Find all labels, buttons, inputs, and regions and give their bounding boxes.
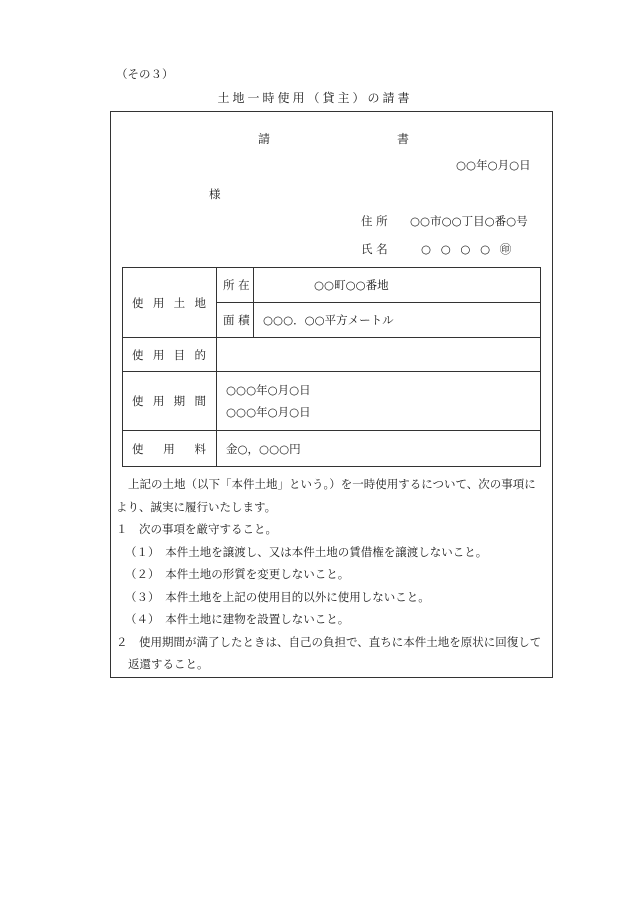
- area-label: 面 積: [217, 303, 254, 338]
- period-value-cell: [217, 372, 541, 431]
- terms-item-1: １ 次の事項を厳守すること。: [116, 522, 277, 536]
- period-start: ○○○年○月○日: [226, 383, 311, 397]
- fee-label: 使 用 料: [132, 441, 206, 456]
- land-label: 使 用 土 地: [132, 295, 206, 310]
- name-value: ○ ○ ○ ○ ㊞: [421, 242, 512, 256]
- land-use-table: [122, 267, 541, 467]
- form-heading-right: 書: [397, 132, 410, 146]
- terms-item-2-line2: 返還すること。: [128, 657, 209, 671]
- terms-sub-3: （３） 本件土地を上記の使用目的以外に使用しないこと。: [125, 590, 430, 604]
- document-number: （その３）: [116, 67, 174, 81]
- document-title: 土地一時使用（貸主）の請書: [217, 91, 413, 105]
- period-label: 使 用 期 間: [132, 394, 206, 408]
- form-date: ○○年○月○日: [456, 158, 531, 172]
- fee-value: 金○，○○○円: [217, 431, 541, 467]
- terms-sub-2: （２） 本件土地の形質を変更しないこと。: [125, 567, 350, 581]
- terms-sub-4: （４） 本件土地に建物を設置しないこと。: [125, 612, 350, 626]
- terms-intro-line2: より、誠実に履行いたします。: [116, 500, 277, 514]
- terms-item-2-line1: ２ 使用期間が満了したときは、自己の負担で、直ちに本件土地を原状に回復して: [116, 635, 542, 649]
- location-label: 所 在: [217, 268, 254, 303]
- addressee-suffix: 様: [209, 187, 221, 201]
- purpose-value: [217, 338, 541, 372]
- purpose-label: 使 用 目 的: [132, 347, 206, 362]
- purpose-label-cell: [123, 338, 217, 372]
- name-label: 氏 名: [361, 242, 388, 256]
- period-end: ○○○年○月○日: [226, 405, 311, 419]
- period-label-cell: [123, 372, 217, 431]
- terms-sub-1: （１） 本件土地を譲渡し、又は本件土地の賃借権を譲渡しないこと。: [125, 545, 488, 559]
- address-value: ○○市○○丁目○番○号: [410, 214, 528, 228]
- form-heading-left: 請: [258, 132, 271, 146]
- location-value: ○○町○○番地: [254, 268, 541, 303]
- fee-label-cell: [123, 431, 217, 467]
- area-value: ○○○．○○平方メートル: [254, 303, 541, 338]
- land-label-cell: [123, 268, 217, 338]
- terms-intro-line1: 上記の土地（以下「本件土地」という。）を一時使用するについて、次の事項に: [128, 477, 536, 491]
- address-label: 住 所: [361, 214, 388, 228]
